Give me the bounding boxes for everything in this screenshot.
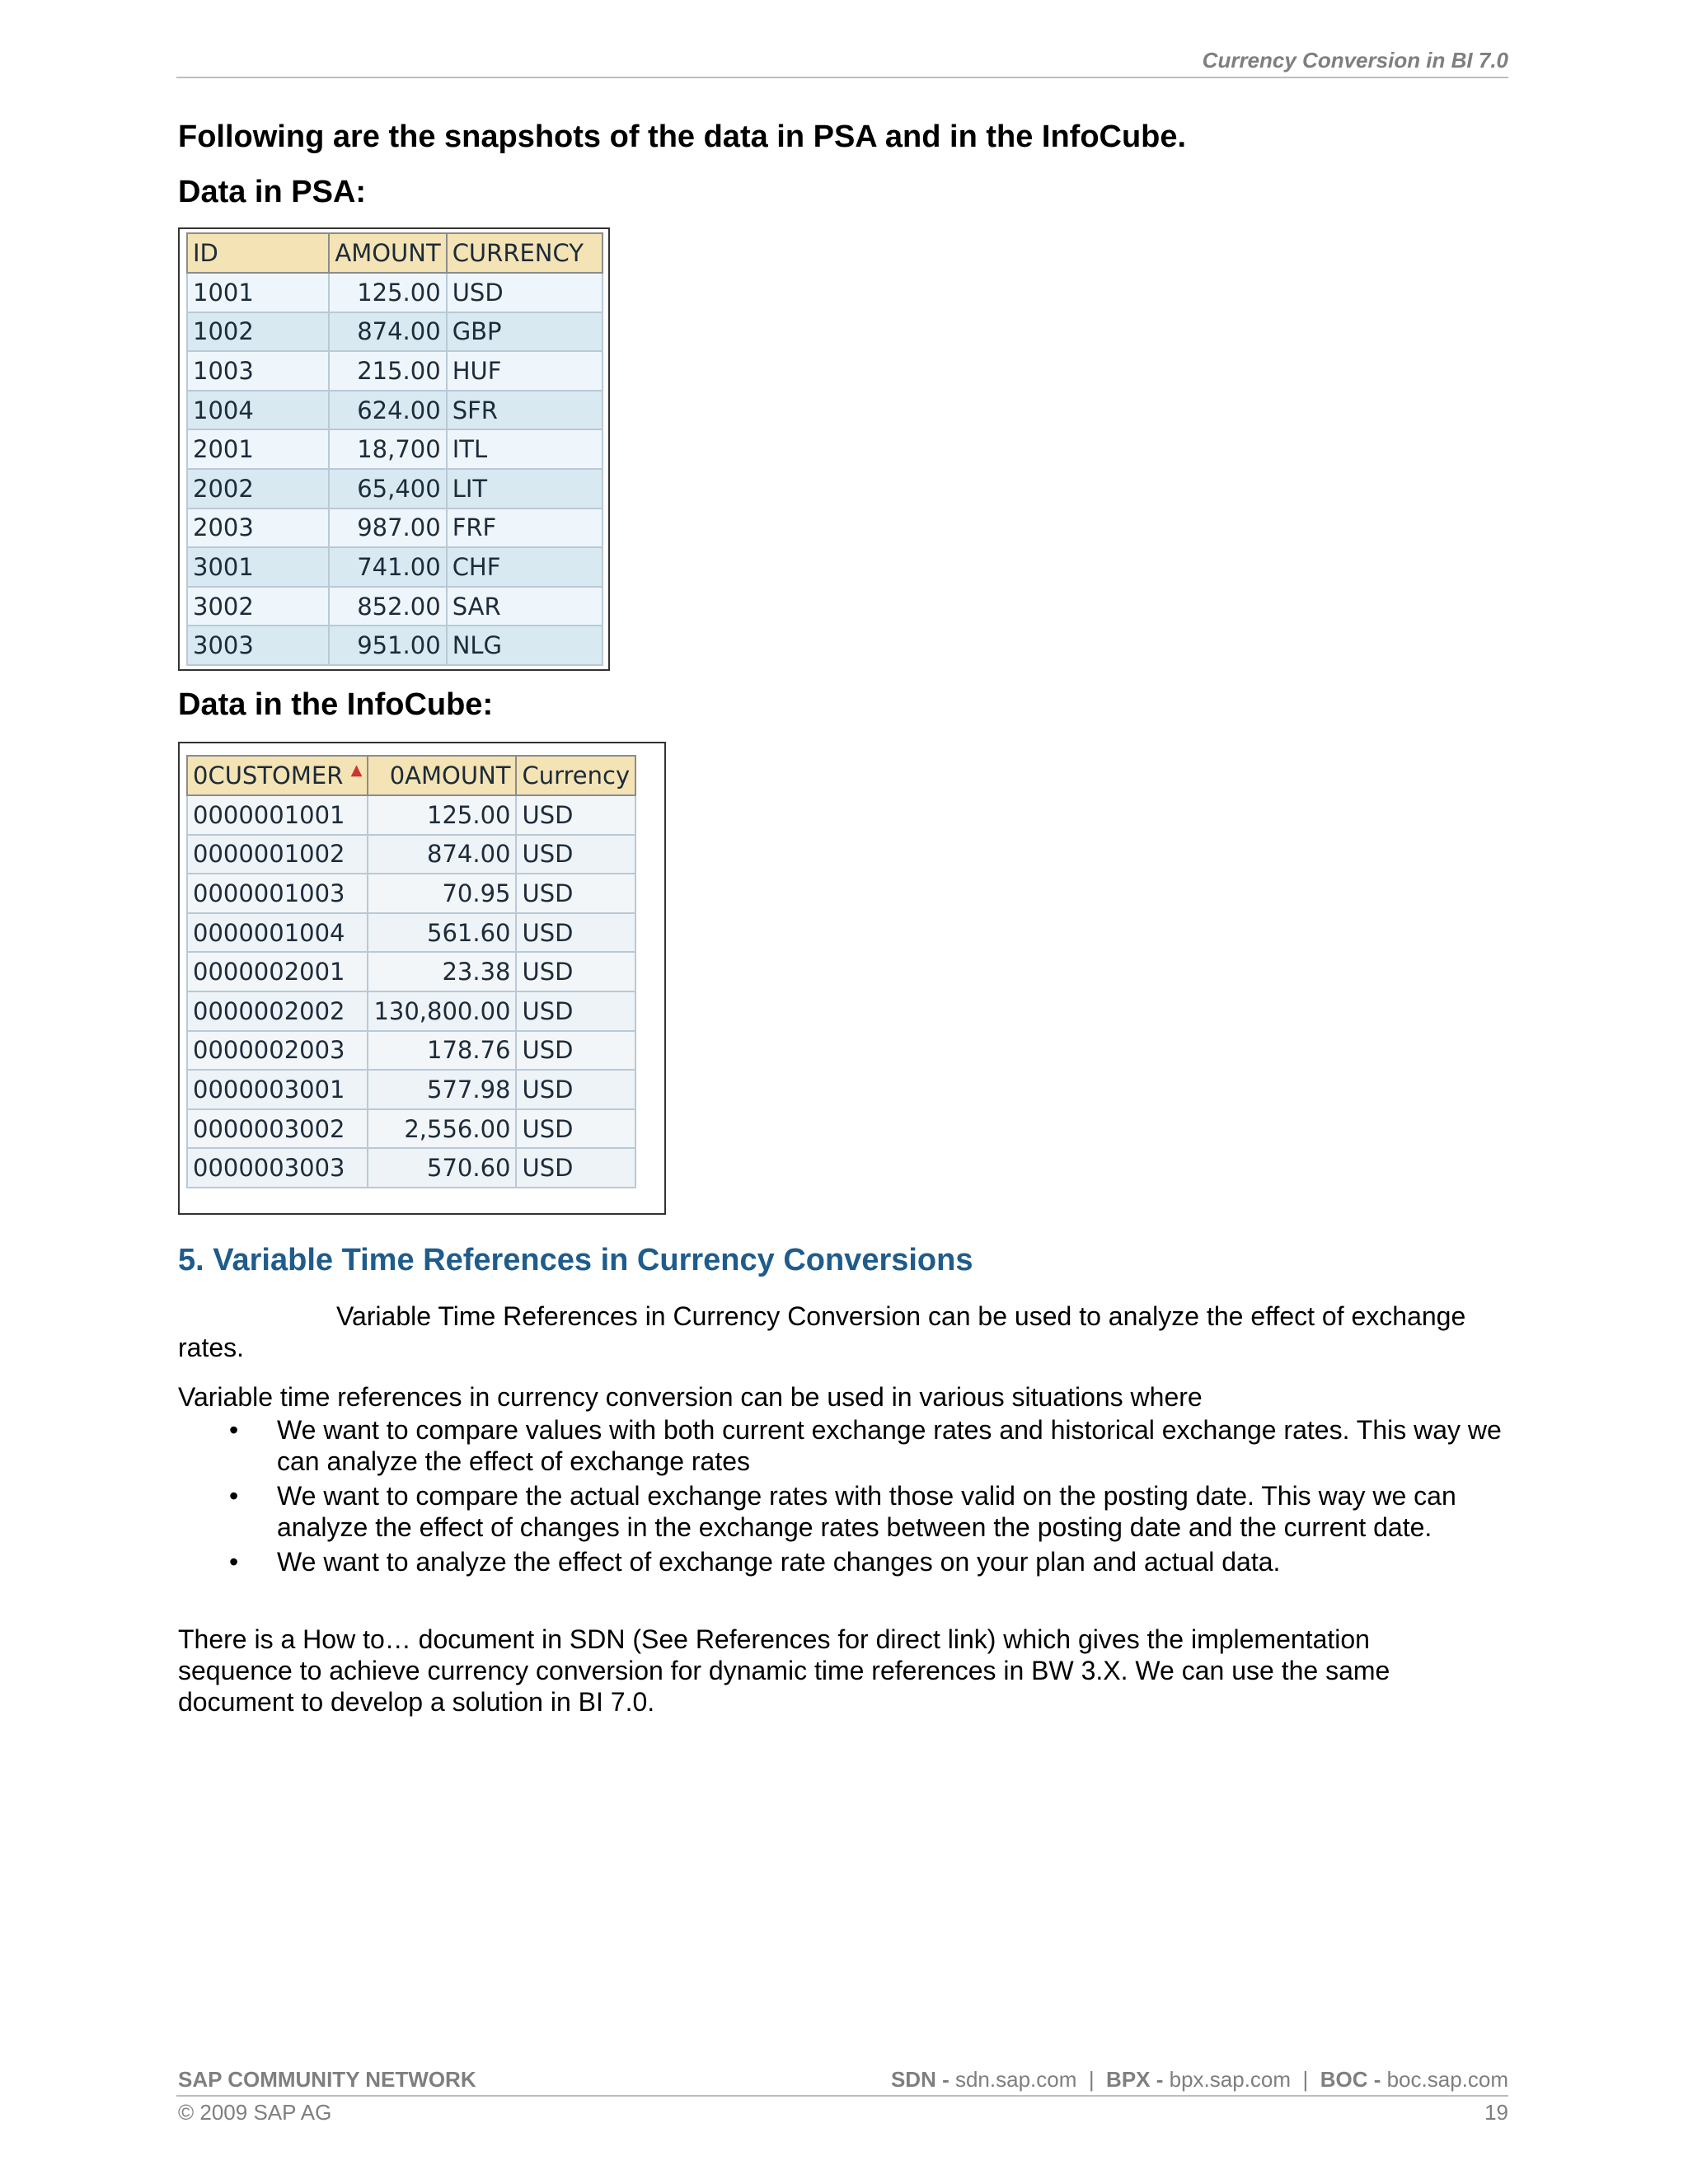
psa-table-cell[interactable]: 624.00 [329,391,446,430]
cube-table-cell[interactable]: USD [516,1031,635,1071]
cube-table-row[interactable] [187,795,635,835]
cube-table-cell[interactable]: USD [516,913,635,953]
psa-table-cell[interactable]: USD [447,273,603,312]
psa-table-cell[interactable]: 1004 [187,391,329,430]
cube-table-cell[interactable]: 0000001004 [187,913,368,953]
cube-table-cell[interactable]: 0000001001 [187,795,368,835]
psa-table-cell[interactable]: NLG [447,626,603,665]
psa-table-cell[interactable]: GBP [447,312,603,352]
footer-links [891,2067,1508,2093]
psa-table-cell[interactable]: 125.00 [329,273,446,312]
cube-table-cell[interactable]: 570.60 [368,1148,516,1188]
psa-col-header[interactable]: CURRENCY [447,233,603,273]
footer-boc-label: BOC - [1320,2067,1387,2092]
cube-table-cell[interactable]: 577.98 [368,1070,516,1109]
cube-col-header[interactable]: Currency [516,756,635,795]
psa-table-cell[interactable]: 215.00 [329,351,446,391]
cube-table-cell[interactable]: 23.38 [368,952,516,991]
psa-table-cell[interactable]: HUF [447,351,603,391]
psa-table-row[interactable] [187,429,603,469]
psa-table-cell[interactable]: 3001 [187,547,329,587]
cube-table-row[interactable] [187,991,635,1031]
bullet-dot-icon: • [229,1415,239,1445]
cube-table-cell[interactable]: 0000003001 [187,1070,368,1109]
psa-table-cell[interactable]: CHF [447,547,603,587]
footer-bpx-label: BPX - [1106,2067,1170,2092]
psa-table-row[interactable] [187,469,603,509]
cube-table-cell[interactable]: 70.95 [368,874,516,913]
psa-header-row [187,233,603,273]
cube-table-cell[interactable]: 125.00 [368,795,516,835]
header-rule [176,77,1508,78]
psa-table-cell[interactable]: LIT [447,469,603,509]
running-header: Currency Conversion in BI 7.0 [1202,48,1508,73]
cube-table-cell[interactable]: USD [516,795,635,835]
psa-table-cell[interactable]: 3002 [187,587,329,626]
cube-table-cell[interactable]: 561.60 [368,913,516,953]
cube-table-cell[interactable]: 178.76 [368,1031,516,1071]
cube-heading: Data in the InfoCube: [178,687,494,722]
cube-table-body [187,795,635,1188]
psa-table-body [187,273,603,665]
psa-table-cell[interactable]: 3003 [187,626,329,665]
psa-table-cell[interactable]: 874.00 [329,312,446,352]
cube-table-cell[interactable]: USD [516,952,635,991]
sort-ascending-icon[interactable]: ▲ [350,762,363,779]
psa-table [186,232,603,666]
bullet-list [178,1414,1505,1581]
cube-table-row[interactable] [187,874,635,913]
footer-sdn-link[interactable]: sdn.sap.com [954,2067,1077,2092]
psa-col-header[interactable]: ID [187,233,329,273]
cube-header-row [187,756,635,795]
cube-table-cell[interactable]: 0000002001 [187,952,368,991]
psa-table-row[interactable] [187,547,603,587]
cube-grid-frame [178,742,666,1215]
cube-col-header[interactable] [187,756,368,795]
cube-table-cell[interactable]: 874.00 [368,835,516,874]
psa-table-cell[interactable]: 2001 [187,429,329,469]
section-paragraph-3: There is a How to… document in SDN (See References for direct link) which gives the implementation sequence to achieve currency conversion for dynamic time references in BW 3.X. We can use the same document to develop a solution in BI 7.0. [178,1624,1390,1717]
footer-network: SAP COMMUNITY NETWORK [178,2067,476,2092]
cube-table-cell[interactable]: USD [516,1070,635,1109]
cube-table-row[interactable] [187,1148,635,1188]
bullet-item [178,1480,1505,1543]
bullet-text: We want to compare the actual exchange rates with those valid on the posting date. This way we can analyze the effect of changes in the exchange rates between the posting date and the current date. [277,1481,1456,1542]
bullet-item [178,1414,1505,1477]
psa-table-cell[interactable]: FRF [447,509,603,548]
psa-table-cell[interactable]: 2003 [187,509,329,548]
psa-table-cell[interactable]: SAR [447,587,603,626]
footer-separator: | [1302,2067,1309,2092]
page-number: 19 [1484,2100,1508,2125]
psa-table-cell[interactable]: 1003 [187,351,329,391]
cube-table-cell[interactable]: USD [516,874,635,913]
cube-table [186,755,636,1188]
cube-table-cell[interactable]: 2,556.00 [368,1109,516,1149]
cube-table-cell[interactable]: 0000001003 [187,874,368,913]
cube-table-row[interactable] [187,1109,635,1149]
section-paragraph-1: Variable Time References in Currency Conversion can be used to analyze the effect of exchange rates. [178,1301,1466,1362]
psa-table-row[interactable] [187,273,603,312]
psa-table-cell[interactable]: 1002 [187,312,329,352]
cube-table-row[interactable] [187,913,635,953]
bullet-item [178,1546,1505,1577]
bullet-dot-icon: • [229,1481,239,1511]
cube-table-cell[interactable]: USD [516,1109,635,1149]
psa-table-cell[interactable]: ITL [447,429,603,469]
cube-table-cell[interactable]: 0000003003 [187,1148,368,1188]
psa-table-cell[interactable]: 951.00 [329,626,446,665]
footer-boc-link[interactable]: boc.sap.com [1386,2067,1508,2092]
psa-table-row[interactable] [187,391,603,430]
psa-table-row[interactable] [187,312,603,352]
section-title: 5. Variable Time References in Currency Conversions [178,1243,973,1277]
cube-table-cell[interactable]: 130,800.00 [368,991,516,1031]
psa-table-cell[interactable]: 987.00 [329,509,446,548]
cube-table-cell[interactable]: USD [516,991,635,1031]
psa-table-cell[interactable]: 852.00 [329,587,446,626]
psa-table-cell[interactable]: 65,400 [329,469,446,509]
psa-heading: Data in PSA: [178,175,367,209]
psa-table-cell[interactable]: 18,700 [329,429,446,469]
psa-table-cell[interactable]: 2002 [187,469,329,509]
psa-table-row[interactable] [187,351,603,391]
psa-table-row[interactable] [187,626,603,665]
cube-table-row[interactable] [187,835,635,874]
bullet-text: We want to analyze the effect of exchange rate changes on your plan and actual data. [277,1547,1281,1577]
cube-table-cell[interactable]: USD [516,835,635,874]
cube-table-cell[interactable]: 0000002002 [187,991,368,1031]
footer-copyright: © 2009 SAP AG [178,2100,332,2125]
psa-col-header[interactable]: AMOUNT [329,233,446,273]
footer-rule [176,2095,1508,2097]
cube-table-row[interactable] [187,1070,635,1109]
footer-sdn-label: SDN - [890,2067,955,2092]
psa-table-row[interactable] [187,509,603,548]
cube-table-cell[interactable]: USD [516,1148,635,1188]
psa-grid-frame [178,227,610,671]
bullet-text: We want to compare values with both current exchange rates and historical exchange rates. This way we can analyze the effect of exchange rates [277,1415,1502,1476]
footer-separator: | [1088,2067,1095,2092]
psa-table-cell[interactable]: 1001 [187,273,329,312]
footer-bpx-link[interactable]: bpx.sap.com [1169,2067,1292,2092]
psa-table-cell[interactable]: SFR [447,391,603,430]
cube-table-row[interactable] [187,1031,635,1071]
cube-col-header[interactable]: 0AMOUNT [368,756,516,795]
psa-table-row[interactable] [187,587,603,626]
psa-table-cell[interactable]: 741.00 [329,547,446,587]
cube-table-cell[interactable]: 0000001002 [187,835,368,874]
cube-table-cell[interactable]: 0000002003 [187,1031,368,1071]
section-paragraph-2: Variable time references in currency conversion can be used in various situations where [178,1382,1203,1412]
cube-table-cell[interactable]: 0000003002 [187,1109,368,1149]
bullet-dot-icon: • [229,1547,239,1577]
cube-table-row[interactable] [187,952,635,991]
intro-heading: Following are the snapshots of the data in PSA and in the InfoCube. [178,120,1187,154]
cube-col-label: 0CUSTOMER [193,762,344,790]
